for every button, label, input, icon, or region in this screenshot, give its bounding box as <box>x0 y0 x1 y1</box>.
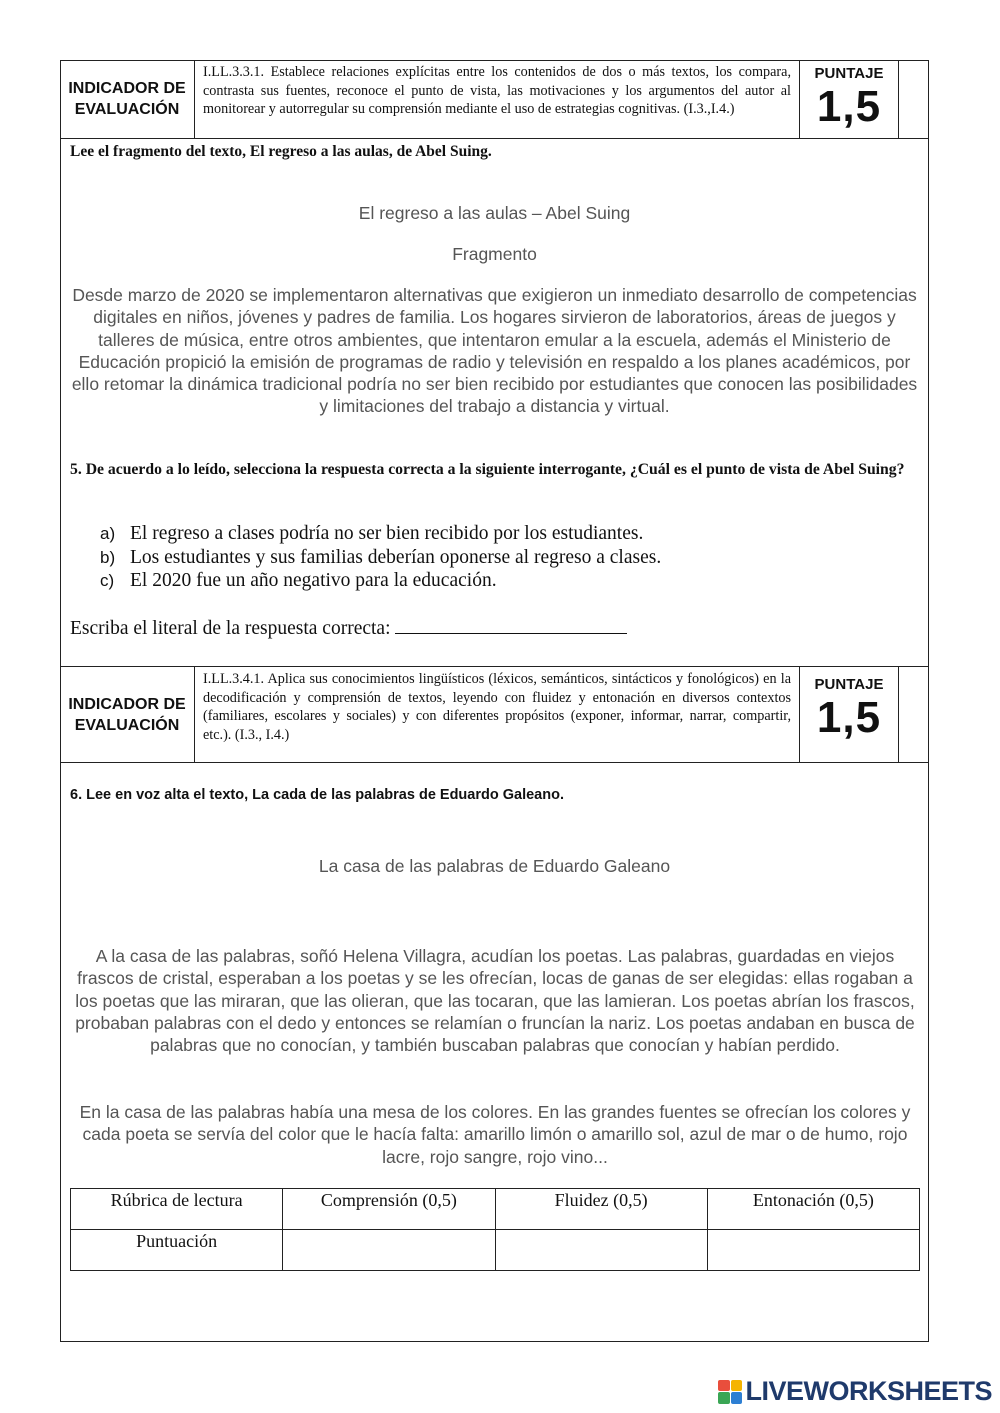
score-value: 1,5 <box>816 82 882 131</box>
rubric-header: Entonación (0,5) <box>707 1189 919 1230</box>
answer-line <box>70 615 627 640</box>
rubric-header-row <box>71 1189 920 1230</box>
question-6: 6. Lee en voz alta el texto, La cada de las palabras de Eduardo Galeano. <box>70 787 564 803</box>
liveworksheets-brand <box>718 1376 992 1407</box>
answer-options <box>100 522 661 593</box>
score-blank-cell <box>899 667 929 762</box>
rubric-header: Rúbrica de lectura <box>71 1189 283 1230</box>
indicator-row-1 <box>60 60 929 139</box>
rubric-row-label: Puntuación <box>71 1230 283 1271</box>
score-box <box>800 667 899 762</box>
liveworksheets-logo-icon <box>718 1380 742 1404</box>
option-b <box>100 546 661 570</box>
indicator-label: INDICADOR DE EVALUACIÓN <box>60 667 195 762</box>
option-c <box>100 569 661 593</box>
text-paragraph: Desde marzo de 2020 se implementaron alternativas que exigieron un inmediato desarrollo de competencias digitales en niños, jóvenes y padres de familia. Los hogares sirvieron de laboratorios, áreas de juegos y talleres de música, entre otros ambientes, que intentaron emular a la escuela, además el Ministerio de Educación propició la emisión de programas de radio y televisión en respaldo a los planes académicos, por ello retomar la dinámica tradicional podría no ser bien recibido por estudiantes que conocen las posibilidades y limitaciones del trabajo a distancia y virtual. <box>71 285 918 417</box>
option-text: El 2020 fue un año negativo para la educación. <box>130 570 497 591</box>
score-label: PUNTAJE <box>814 676 884 693</box>
rubric-header: Comprensión (0,5) <box>283 1189 495 1230</box>
text-title: El regreso a las aulas – Abel Suing <box>358 203 631 223</box>
question-5: 5. De acuerdo a lo leído, selecciona la respuesta correcta a la siguiente interrogante, ¿Cuál es el punto de vista de Abel Suing? <box>70 461 905 478</box>
text-subtitle: Fragmento <box>452 244 537 264</box>
indicator-row-2 <box>60 666 929 763</box>
rubric-score-row <box>71 1230 920 1271</box>
answer-prompt: Escriba el literal de la respuesta correcta: <box>70 618 391 639</box>
option-letter: b) <box>100 547 116 567</box>
answer-input[interactable] <box>395 615 627 634</box>
rubric-score-cell[interactable] <box>495 1230 707 1271</box>
score-blank-cell <box>899 60 929 138</box>
indicator-text: I.LL.3.4.1. Aplica sus conocimientos lingüísticos (léxicos, semánticos, sintácticos y fonológicos) en la decodificación y comprensión de textos, leyendo con fluidez y entonación en diversos contextos (familiares, escolares y sociales) y con diferentes propósitos (exponer, informar, narrar, compartir, etc.). (I.3., I.4.) <box>195 667 800 762</box>
rubric-score-cell[interactable] <box>707 1230 919 1271</box>
option-text: Los estudiantes y sus familias deberían oponerse al regreso a clases. <box>130 546 662 568</box>
option-letter: c) <box>100 571 115 590</box>
reading-rubric <box>70 1188 920 1271</box>
score-value: 1,5 <box>816 693 882 742</box>
indicator-label: INDICADOR DE EVALUACIÓN <box>60 60 195 138</box>
brand-name: LIVEWORKSHEETS <box>745 1376 992 1406</box>
galeano-title: La casa de las palabras de Eduardo Galeano <box>318 856 671 876</box>
option-text: El regreso a clases podría no ser bien recibido por los estudiantes. <box>130 523 644 544</box>
option-a <box>100 522 661 546</box>
option-letter: a) <box>100 524 116 543</box>
rubric-header: Fluidez (0,5) <box>495 1189 707 1230</box>
score-box <box>800 60 899 138</box>
galeano-paragraph-1: A la casa de las palabras, soñó Helena Villagra, acudían los poetas. Las palabras, guardadas en viejos frascos de cristal, esperaban a los poetas y se les ofrecían, locas de ganas de ser elegidas: ellas rogaban a los poetas que las miraran, que las olieran, que las tocaran, que las lamieran. Los poetas abrían los frascos, probaban palabras con el dedo y entonces se relamían o fruncían la nariz. Los poetas andaban en busca de palabras que no conocían, y también buscaban palabras que conocían y habían perdido. <box>75 946 915 1056</box>
score-label: PUNTAJE <box>814 65 884 82</box>
rubric-score-cell[interactable] <box>283 1230 495 1271</box>
reading-instruction: Lee el fragmento del texto, El regreso a las aulas, de Abel Suing. <box>70 143 492 160</box>
galeano-paragraph-2: En la casa de las palabras había una mesa de los colores. En las grandes fuentes se ofrecían los colores y cada poeta se servía del color que le hacía falta: amarillo limón o amarillo sol, azul de mar o de humo, rojo lacre, rojo sangre, rojo vino... <box>79 1102 911 1167</box>
indicator-text: I.LL.3.3.1. Establece relaciones explícitas entre los contenidos de dos o más textos, los compara, contrasta sus fuentes, reconoce el punto de vista, las motivaciones y los argumentos del autor al monitorear y autorregular su comprensión mediante el uso de estrategias cognitivas. (I.3.,I.4.) <box>195 60 800 138</box>
